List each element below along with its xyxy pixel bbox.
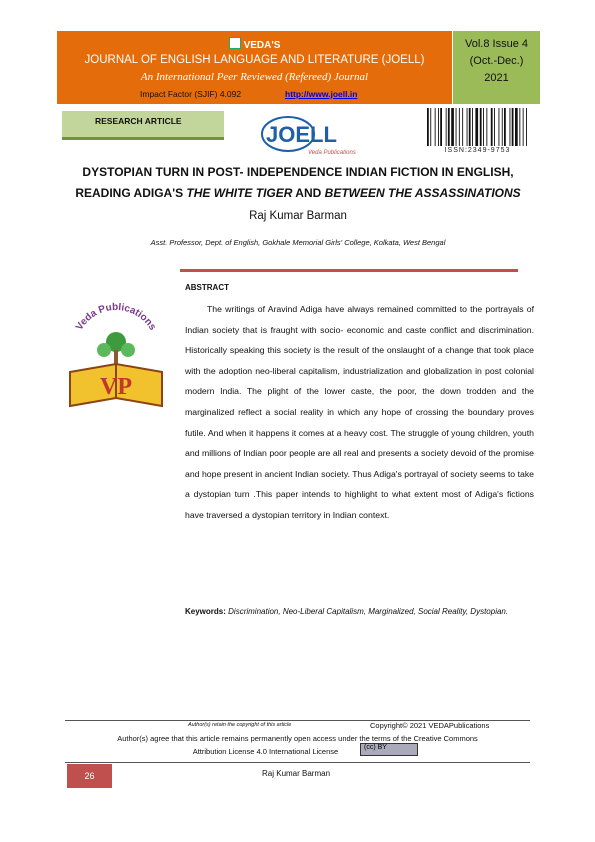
author-name: Raj Kumar Barman: [249, 210, 347, 222]
journal-title: JOURNAL OF ENGLISH LANGUAGE AND LITERATURE (JOELL): [84, 54, 425, 66]
cc-badge-label: (cc) BY: [364, 744, 387, 751]
veda-publications-logo: [62, 302, 170, 414]
barcode: [425, 108, 530, 148]
joell-logo-sub: Veda Publications: [308, 150, 356, 156]
brand-name: VEDA'S: [57, 37, 452, 51]
impact-factor: Impact Factor (SJIF) 4.092: [140, 89, 242, 99]
page-number: 26: [67, 764, 112, 788]
vp-logo-letters: VP: [100, 374, 132, 400]
joell-logo: [258, 114, 378, 158]
article-title: [58, 162, 538, 204]
title-divider: [180, 269, 518, 272]
vp-logo-arc-text: Veda Publications: [74, 302, 158, 333]
keywords-label: Keywords:: [185, 607, 226, 616]
joell-logo-text: JOELL: [266, 122, 337, 147]
license-line-1: Author(s) agree that this article remains permanently open access under the terms of the Creative Commons: [117, 734, 478, 743]
abstract-heading: ABSTRACT: [185, 283, 229, 292]
copyright-notice: Copyright© 2021 VEDAPublications: [370, 721, 490, 730]
author-affiliation: Asst. Professor, Dept. of English, Gokhale Memorial Girls' College, Kolkata, West Bengal: [150, 238, 446, 247]
license-statement: [65, 732, 530, 758]
veda-logo-icon: [229, 37, 241, 49]
keywords-value: Discrimination, Neo-Liberal Capitalism, Marginalized, Social Reality, Dystopian.: [228, 607, 509, 616]
abstract-body: The writings of Aravind Adiga have always remained committed to the portrayals of Indian society that is fraught with socio- economic and caste conflict and discrimination. Historically speaking this society is the result of the onslaught of a change that took place with the adoption neo-liberal capitalism, industrialization and globalization in post colonial modern India. The plight of the lower caste, the poor, the down trodden and the marginalized reflect a social reality in which any hope of crossing the boundary proves futile. And when it happens it comes at a heavy cost. The struggle of young children, youth and millions of Indian poor people are all real and presents a society devoid of the promise and hope present in ancient Indian society. Thus Adiga's portrayal of society seems to take a dystopian turn .This paper intends to highlight to what extent most of Adiga's fictions have traversed a dystopian territory in Indian context.: [185, 304, 534, 520]
title-line-1: DYSTOPIAN TURN IN POST- INDEPENDENCE INDIAN FICTION IN ENGLISH,: [82, 165, 514, 179]
keywords: [185, 605, 525, 618]
issn-number: ISSN:2349-9753: [444, 147, 511, 154]
cc-by-license-badge[interactable]: [360, 743, 418, 756]
issue-info: [453, 36, 540, 87]
issue-year: 2021: [484, 72, 509, 84]
journal-subtitle: An International Peer Reviewed (Refereed) Journal: [140, 71, 369, 83]
footer-divider-bottom: [65, 762, 530, 763]
running-author: Raj Kumar Barman: [262, 769, 331, 778]
journal-url-link[interactable]: http://www.joell.in: [285, 89, 358, 99]
title-line-2: READING ADIGA'S THE WHITE TIGER AND BETWEEN THE ASSASSINATIONS: [75, 186, 521, 200]
license-line-2: Attribution License 4.0 International License: [192, 747, 339, 756]
research-article-label: RESEARCH ARTICLE: [95, 116, 182, 126]
volume-issue: Vol.8 Issue 4: [465, 38, 528, 50]
issue-period: (Oct.-Dec.): [469, 55, 524, 67]
copyright-retention-note: Author(s) retain the copyright of this article: [188, 722, 292, 728]
research-article-tab: [62, 111, 224, 140]
svg-text:Veda Publications: [74, 302, 158, 333]
